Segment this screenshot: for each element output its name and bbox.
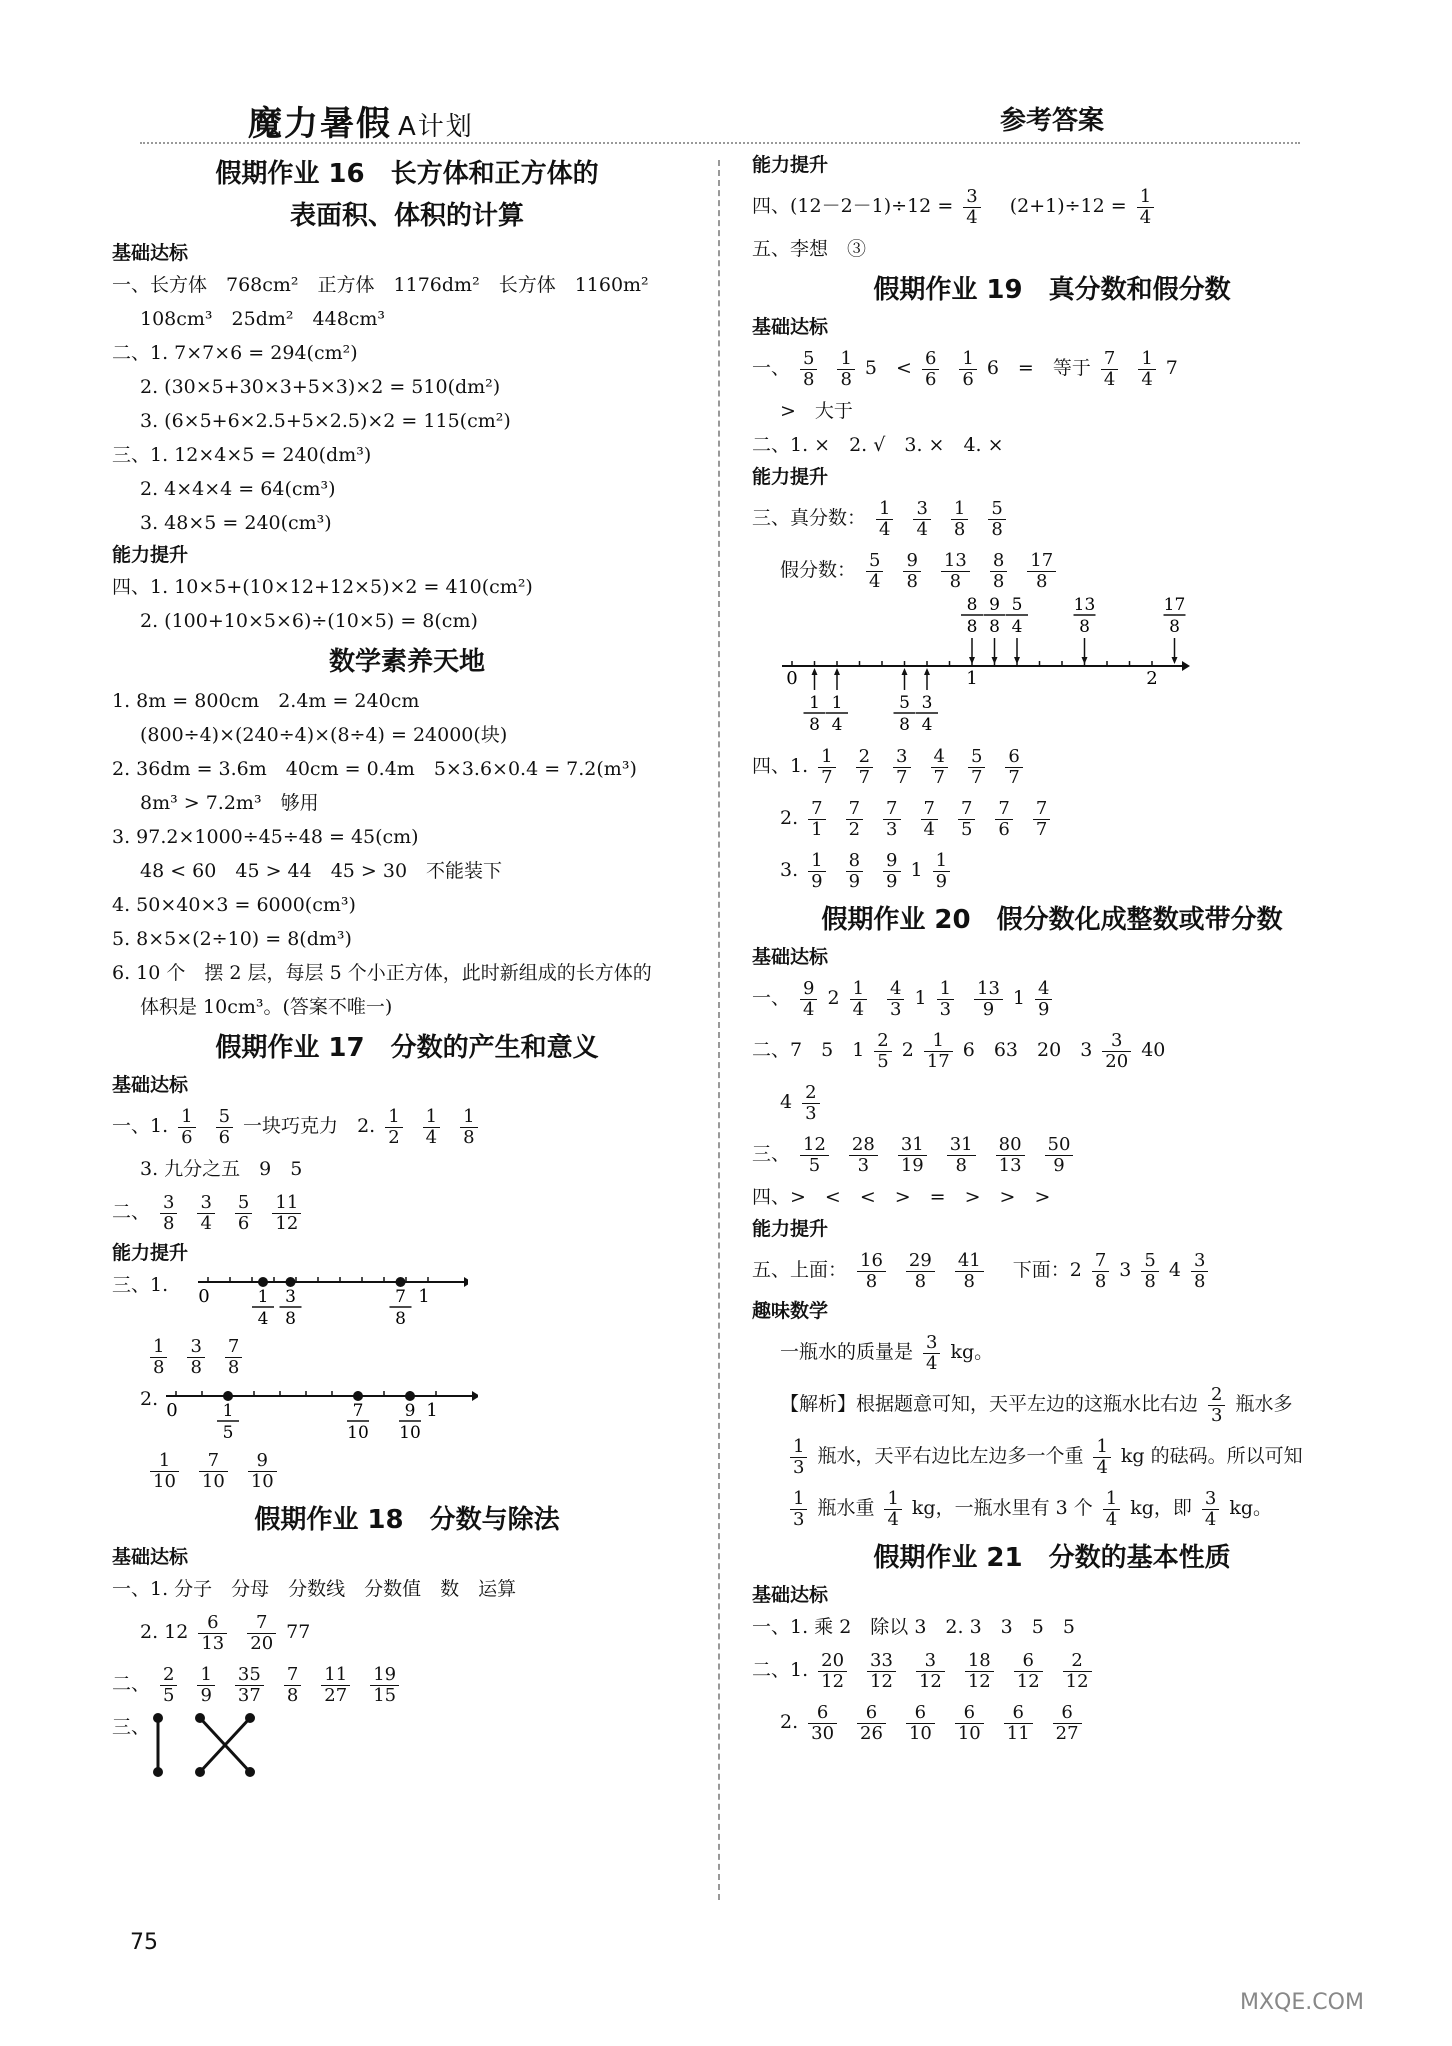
section-basic: 基础达标 <box>112 1074 189 1096</box>
fraction: $\frac{3}{8}$ <box>1191 1251 1208 1292</box>
fraction-row: 一、1. $\frac{1}{6}$ $\frac{5}{6}$ 一块巧克力 2. $\frac{1}{2}$ $\frac{1}{4}$ $\frac{1}{8}$ <box>112 1100 702 1152</box>
fraction: $\frac{4}{9}$ <box>1035 979 1052 1020</box>
point-marker <box>353 1391 363 1401</box>
fraction-row: 二、1. $\frac{20}{12}$ $\frac{33}{12}$ $\frac{3}{12}$ $\frac{18}{12}$ $\frac{6}{12}$ $\frac{2}{12}$ <box>752 1644 1352 1696</box>
arrow-head <box>902 668 908 675</box>
header-rule <box>140 142 1300 144</box>
fraction: $\frac{2}{3}$ <box>1208 1385 1225 1426</box>
fraction: $\frac{1}{3}$ <box>790 1489 807 1530</box>
numberline-label-numerator: 5 <box>1011 596 1023 615</box>
column-divider <box>718 160 720 1900</box>
fraction: $\frac{6}{11}$ <box>1004 1703 1033 1744</box>
answer-line: 108cm³ 25dm² 448cm³ <box>140 308 386 330</box>
fraction: $\frac{1}{6}$ <box>959 349 976 390</box>
fraction: $\frac{3}{7}$ <box>893 747 910 788</box>
numberline-label-numerator: 8 <box>966 596 978 615</box>
numberline-label-numerator: 3 <box>285 1287 297 1307</box>
title-hw16-line1: 假期作业 16 长方体和正方体的 <box>215 159 599 189</box>
answer-line: 一、1. 分子 分母 分数线 分数值 数 运算 <box>112 1578 517 1600</box>
fraction: $\frac{19}{15}$ <box>370 1665 399 1706</box>
tick-label: 2 <box>1146 668 1158 689</box>
fraction: $\frac{1}{2}$ <box>385 1107 402 1148</box>
fraction: $\frac{9}{4}$ <box>800 979 817 1020</box>
fraction: $\frac{3}{4}$ <box>963 187 980 228</box>
fraction: $\frac{7}{8}$ <box>225 1337 242 1378</box>
answer-line: 一、长方体 768cm² 正方体 1176dm² 长方体 1160m² <box>112 274 649 296</box>
fraction: $\frac{3}{4}$ <box>1202 1489 1219 1530</box>
fraction-row <box>112 1444 702 1496</box>
numberline-label-denominator: 8 <box>989 617 1000 637</box>
fraction: $\frac{9}{9}$ <box>883 851 900 892</box>
fraction-row: 二、7 5 1 $\frac{2}{5}$ 2 $\frac{1}{17}$ 6 63 20 3 $\frac{3}{20}$ 40 <box>752 1029 1166 1072</box>
numberline-label-denominator: 8 <box>1169 617 1180 637</box>
fraction: $\frac{2}{5}$ <box>160 1665 177 1706</box>
fraction: $\frac{7}{1}$ <box>808 799 825 840</box>
number-line <box>168 1268 468 1330</box>
fraction-row: 二、 $\frac{3}{8}$ $\frac{3}{4}$ $\frac{5}{6}$ $\frac{11}{12}$ <box>112 1186 702 1238</box>
fraction: $\frac{1}{10}$ <box>150 1451 179 1492</box>
section-ability: 能力提升 <box>112 1242 189 1264</box>
section-ability: 能力提升 <box>112 544 189 566</box>
fraction: $\frac{4}{7}$ <box>931 747 948 788</box>
right-column <box>752 150 1352 1748</box>
fraction: $\frac{7}{8}$ <box>284 1665 301 1706</box>
numberline-label-denominator: 8 <box>285 1309 297 1329</box>
section-basic: 基础达标 <box>112 1546 189 1568</box>
tick-label: 0 <box>166 1400 178 1421</box>
fraction: $\frac{13}{8}$ <box>941 551 970 592</box>
fraction: $\frac{41}{8}$ <box>955 1251 984 1292</box>
arrow-head <box>834 668 840 675</box>
fraction: $\frac{2}{5}$ <box>874 1031 891 1072</box>
fraction: $\frac{1}{17}$ <box>924 1031 953 1072</box>
section-basic: 基础达标 <box>752 316 829 338</box>
fraction: $\frac{7}{4}$ <box>921 799 938 840</box>
fraction-row <box>112 1330 702 1382</box>
answer-line: 2. 36dm = 3.6m 40cm = 0.4m 5×3.6×0.4 = 7.2(m³) <box>112 758 637 780</box>
fraction: $\frac{6}{6}$ <box>922 349 939 390</box>
fraction: $\frac{9}{8}$ <box>903 551 920 592</box>
tick-label: 1 <box>426 1400 438 1421</box>
fraction: $\frac{13}{9}$ <box>974 979 1003 1020</box>
title-hw16-line2: 表面积、体积的计算 <box>289 201 524 231</box>
answer-line: 6. 10 个 摆 2 层，每层 5 个小正方体，此时新组成的长方体的 <box>112 962 652 984</box>
fraction: $\frac{17}{8}$ <box>1027 551 1056 592</box>
fraction: $\frac{8}{9}$ <box>846 851 863 892</box>
fraction: $\frac{5}{4}$ <box>866 551 883 592</box>
explanation-line: $\frac{1}{3}$ 瓶水，天平右边比左边多一个重 $\frac{1}{4}$ kg 的砝码。所以可知 <box>752 1430 1352 1482</box>
fraction: $\frac{1}{8}$ <box>951 499 968 540</box>
numberline-label-denominator: 8 <box>899 715 910 735</box>
fraction: $\frac{1}{4}$ <box>1138 349 1155 390</box>
section-basic: 基础达标 <box>752 946 829 968</box>
fraction: $\frac{3}{4}$ <box>923 1333 940 1374</box>
answer-line: 四、1. 10×5+(10×12+12×5)×2 = 410(cm²) <box>112 576 533 598</box>
numberline-label-denominator: 4 <box>1011 617 1023 637</box>
fraction: $\frac{8}{8}$ <box>990 551 1007 592</box>
section-ability: 能力提升 <box>752 154 829 176</box>
answer-line: 五、李想 ③ <box>752 238 867 260</box>
fraction: $\frac{1}{8}$ <box>460 1107 477 1148</box>
section-basic: 基础达标 <box>112 242 189 264</box>
numberline-label-numerator: 7 <box>352 1401 364 1421</box>
fraction: $\frac{5}{7}$ <box>968 747 985 788</box>
numberline-label-denominator: 8 <box>1079 617 1090 637</box>
fraction-row: 一瓶水的质量是 $\frac{3}{4}$ kg。 <box>780 1331 994 1374</box>
arrow-head <box>969 657 975 664</box>
point-marker <box>286 1277 296 1287</box>
numberline-label-denominator: 10 <box>347 1423 369 1443</box>
fraction: $\frac{11}{27}$ <box>321 1665 350 1706</box>
arrow-head <box>1082 657 1088 664</box>
arrow-head <box>992 657 998 664</box>
fraction: $\frac{35}{37}$ <box>235 1665 264 1706</box>
fraction: $\frac{28}{3}$ <box>849 1135 878 1176</box>
fraction: $\frac{7}{4}$ <box>1101 349 1118 390</box>
fraction: $\frac{6}{13}$ <box>198 1613 227 1654</box>
answer-line: (800÷4)×(240÷4)×(8÷4) = 24000(块) <box>140 724 508 746</box>
answer-line: 3. 九分之五 9 5 <box>140 1158 303 1180</box>
arrow-head <box>812 668 818 675</box>
answer-line: 8m³ > 7.2m³ 够用 <box>140 792 319 814</box>
section-ability: 能力提升 <box>752 1218 829 1240</box>
fraction: $\frac{1}{9}$ <box>933 851 950 892</box>
fraction-row: 假分数： $\frac{5}{4}$ $\frac{9}{8}$ $\frac{13}{8}$ $\frac{8}{8}$ $\frac{17}{8}$ <box>752 544 1352 596</box>
fraction: $\frac{12}{5}$ <box>800 1135 829 1176</box>
fraction-row: 四、1. $\frac{1}{7}$ $\frac{2}{7}$ $\frac{3}{7}$ $\frac{4}{7}$ $\frac{5}{7}$ $\frac{6}{7}$ <box>752 740 1352 792</box>
fraction: $\frac{7}{3}$ <box>883 799 900 840</box>
numberline-label-numerator: 5 <box>899 693 910 713</box>
fraction: $\frac{6}{27}$ <box>1053 1703 1082 1744</box>
answer-line: 一、1. 乘 2 除以 3 2. 3 3 5 5 <box>752 1616 1075 1638</box>
fraction-row: 一、 $\frac{5}{8}$ $\frac{1}{8}$ 5 < $\frac{6}{6}$ $\frac{1}{6}$ 6 = 等于 $\frac{7}{4}$ $\frac{1}{4}$ 7 <box>752 347 1178 390</box>
fraction: $\frac{1}{9}$ <box>197 1665 214 1706</box>
fraction: $\frac{1}{4}$ <box>1093 1437 1110 1478</box>
answer-line: 3. 48×5 = 240(cm³) <box>140 512 332 534</box>
tick-label: 0 <box>786 668 798 689</box>
fraction: $\frac{80}{13}$ <box>996 1135 1025 1176</box>
left-column <box>112 150 702 1790</box>
fraction-row: 4 $\frac{2}{3}$ <box>752 1076 1352 1128</box>
matching-lines <box>150 1710 280 1780</box>
fraction: $\frac{20}{12}$ <box>818 1651 847 1692</box>
header-title: 参考答案 <box>1000 106 1105 136</box>
numberline-label-numerator: 13 <box>1073 596 1096 615</box>
fraction: $\frac{6}{12}$ <box>1014 1651 1043 1692</box>
fraction: $\frac{6}{30}$ <box>808 1703 837 1744</box>
numberline-label-denominator: 4 <box>257 1309 269 1329</box>
number-line <box>158 1382 478 1444</box>
fraction: $\frac{1}{3}$ <box>937 979 954 1020</box>
numberline-label-numerator: 9 <box>404 1401 416 1421</box>
fraction: $\frac{33}{12}$ <box>867 1651 896 1692</box>
fraction: $\frac{7}{2}$ <box>846 799 863 840</box>
fraction: $\frac{6}{10}$ <box>906 1703 935 1744</box>
title-hw17: 假期作业 17 分数的产生和意义 <box>215 1033 599 1063</box>
fraction: $\frac{50}{9}$ <box>1045 1135 1074 1176</box>
fraction: $\frac{7}{8}$ <box>1092 1251 1109 1292</box>
fraction: $\frac{3}{8}$ <box>160 1193 177 1234</box>
fraction: $\frac{1}{7}$ <box>818 747 835 788</box>
answer-line: 2. 4×4×4 = 64(cm³) <box>140 478 336 500</box>
fraction: $\frac{3}{20}$ <box>1102 1031 1131 1072</box>
fraction: $\frac{5}{8}$ <box>988 499 1005 540</box>
numberline-label-denominator: 5 <box>222 1423 234 1443</box>
fraction: $\frac{7}{5}$ <box>958 799 975 840</box>
fraction: $\frac{5}{6}$ <box>235 1193 252 1234</box>
fraction: $\frac{1}{3}$ <box>790 1437 807 1478</box>
numberline-label-numerator: 1 <box>257 1287 269 1307</box>
point-marker <box>223 1391 233 1401</box>
title-hw20: 假期作业 20 假分数化成整数或带分数 <box>821 905 1283 935</box>
answer-line: 二、1. 7×7×6 = 294(cm²) <box>112 342 358 364</box>
fraction: $\frac{5}{8}$ <box>800 349 817 390</box>
fraction-row: 四、(12－2－1)÷12 = $\frac{3}{4}$ (2+1)÷12 = $\frac{1}{4}$ <box>752 180 1352 232</box>
numberline-label-denominator: 8 <box>809 715 820 735</box>
numberline-label-numerator: 3 <box>921 693 933 713</box>
arrow-head <box>924 668 930 675</box>
page-number: 75 <box>130 1930 158 1955</box>
title-hw21: 假期作业 21 分数的基本性质 <box>873 1543 1231 1573</box>
section-ability: 能力提升 <box>752 466 829 488</box>
answer-line: 4. 50×40×3 = 6000(cm³) <box>112 894 356 916</box>
answer-line: 3. (6×5+6×2.5+5×2.5)×2 = 115(cm²) <box>140 410 511 432</box>
answer-line: 3. 97.2×1000÷45÷48 = 45(cm) <box>112 826 419 848</box>
fraction: $\frac{6}{26}$ <box>857 1703 886 1744</box>
fraction-row: 一、 $\frac{9}{4}$ 2 $\frac{1}{4}$ $\frac{4}{3}$ 1 $\frac{1}{3}$ $\frac{13}{9}$ 1 $\frac{4}{9}$ <box>752 972 1352 1024</box>
axis-arrow <box>1182 661 1190 671</box>
numberline-label-denominator: 4 <box>921 715 933 735</box>
fraction-row: 2. $\frac{6}{30}$ $\frac{6}{26}$ $\frac{6}{10}$ $\frac{6}{10}$ $\frac{6}{11}$ $\frac{6}{27}$ <box>752 1696 1352 1748</box>
fraction: $\frac{7}{10}$ <box>199 1451 228 1492</box>
fraction: $\frac{16}{8}$ <box>857 1251 886 1292</box>
fraction-row: 2. $\frac{7}{1}$ $\frac{7}{2}$ $\frac{7}{3}$ $\frac{7}{4}$ $\frac{7}{5}$ $\frac{7}{6}$ $\frac{7}{7}$ <box>752 792 1352 844</box>
fraction: $\frac{2}{12}$ <box>1063 1651 1092 1692</box>
fraction: $\frac{5}{6}$ <box>216 1107 233 1148</box>
answer-line: 2. (30×5+30×3+5×3)×2 = 510(dm²) <box>140 376 501 398</box>
answer-line: 二、1. × 2. √ 3. × 4. × <box>752 434 1004 456</box>
point-marker <box>405 1391 415 1401</box>
tick-label: 1 <box>966 668 978 689</box>
fraction: $\frac{11}{12}$ <box>272 1193 301 1234</box>
numberline-label-denominator: 8 <box>966 617 978 637</box>
fraction: $\frac{2}{3}$ <box>802 1083 819 1124</box>
point-marker <box>258 1277 268 1287</box>
fraction-row: 3. $\frac{1}{9}$ $\frac{8}{9}$ $\frac{9}{9}$ 1 $\frac{1}{9}$ <box>752 844 1352 896</box>
section-basic: 基础达标 <box>752 1584 829 1606</box>
numberline-label-numerator: 1 <box>831 693 843 713</box>
fraction: $\frac{1}{4}$ <box>423 1107 440 1148</box>
answer-line: 体积是 10cm³。(答案不唯一) <box>140 996 393 1018</box>
numberline-label-numerator: 1 <box>809 693 820 713</box>
fraction: $\frac{6}{7}$ <box>1005 747 1022 788</box>
fraction: $\frac{1}{8}$ <box>837 349 854 390</box>
fraction: $\frac{5}{8}$ <box>1141 1251 1158 1292</box>
answer-line: > 大于 <box>780 400 853 422</box>
point-marker <box>396 1277 406 1287</box>
numberline-label-denominator: 8 <box>395 1309 407 1329</box>
fraction: $\frac{4}{3}$ <box>887 979 904 1020</box>
explanation-line: 【解析】根据题意可知，天平左边的这瓶水比右边 $\frac{2}{3}$ 瓶水多 <box>780 1383 1293 1426</box>
fraction: $\frac{3}{4}$ <box>197 1193 214 1234</box>
numberline-label-numerator: 7 <box>395 1287 407 1307</box>
matching-row: 三、 <box>112 1710 702 1790</box>
fraction: $\frac{29}{8}$ <box>906 1251 935 1292</box>
fraction: $\frac{1}{4}$ <box>1137 187 1154 228</box>
fraction: $\frac{3}{8}$ <box>187 1337 204 1378</box>
title-math-literacy: 数学素养天地 <box>328 647 485 677</box>
fraction: $\frac{1}{4}$ <box>884 1489 901 1530</box>
numberline-label-numerator: 1 <box>222 1401 234 1421</box>
answer-line: 2. (100+10×5×6)÷(10×5) = 8(cm) <box>140 610 478 632</box>
fraction: $\frac{1}{6}$ <box>178 1107 195 1148</box>
numberline-label-numerator: 9 <box>989 596 1000 615</box>
axis-arrow <box>464 1277 468 1287</box>
answer-line: 1. 8m = 800cm 2.4m = 240cm <box>112 690 420 712</box>
fraction: $\frac{31}{19}$ <box>898 1135 927 1176</box>
arrow-head <box>1014 657 1020 664</box>
watermark: MXQE.COM <box>1240 1990 1364 2015</box>
fraction: $\frac{9}{10}$ <box>248 1451 277 1492</box>
fraction: $\frac{1}{9}$ <box>808 851 825 892</box>
fraction: $\frac{18}{12}$ <box>965 1651 994 1692</box>
fraction: $\frac{1}{8}$ <box>150 1337 167 1378</box>
number-line <box>752 596 1212 736</box>
brand-logo: 魔力暑假 A计划 <box>248 104 474 144</box>
fraction-row: 五、上面： $\frac{16}{8}$ $\frac{29}{8}$ $\frac{41}{8}$ 下面：2 $\frac{7}{8}$ 3 $\frac{5}{8}$ 4 $\frac{3}{8}$ <box>752 1244 1352 1296</box>
answer-line: 四、> < < > = > > > <box>752 1186 1051 1208</box>
axis-arrow <box>472 1391 478 1401</box>
numberline-label-denominator: 10 <box>399 1423 421 1443</box>
numberline-label-denominator: 4 <box>831 715 843 735</box>
answer-line: 5. 8×5×(2÷10) = 8(dm³) <box>112 928 352 950</box>
fraction: $\frac{7}{7}$ <box>1033 799 1050 840</box>
fraction-row: 2. 12 $\frac{6}{13}$ $\frac{7}{20}$ 77 <box>140 1611 311 1654</box>
fraction-row: 二、 $\frac{2}{5}$ $\frac{1}{9}$ $\frac{35}{37}$ $\frac{7}{8}$ $\frac{11}{27}$ $\frac{19}{15}$ <box>112 1658 702 1710</box>
fraction-row: 三、 $\frac{12}{5}$ $\frac{28}{3}$ $\frac{31}{19}$ $\frac{31}{8}$ $\frac{80}{13}$ $\frac{50}{9}$ <box>752 1128 1352 1180</box>
answer-line: 48 < 60 45 > 44 45 > 30 不能装下 <box>140 860 503 882</box>
fraction: $\frac{31}{8}$ <box>947 1135 976 1176</box>
tick-label: 0 <box>198 1286 210 1307</box>
title-hw18: 假期作业 18 分数与除法 <box>254 1505 560 1535</box>
fraction-row: 三、真分数： $\frac{1}{4}$ $\frac{3}{4}$ $\frac{1}{8}$ $\frac{5}{8}$ <box>752 492 1352 544</box>
fraction: $\frac{1}{4}$ <box>1103 1489 1120 1530</box>
fraction: $\frac{7}{6}$ <box>995 799 1012 840</box>
fraction: $\frac{1}{4}$ <box>876 499 893 540</box>
answer-line: 三、1. 12×4×5 = 240(dm³) <box>112 444 372 466</box>
fraction: $\frac{3}{4}$ <box>913 499 930 540</box>
fraction: $\frac{1}{4}$ <box>850 979 867 1020</box>
numberline-label-numerator: 17 <box>1163 596 1186 615</box>
explanation-line: $\frac{1}{3}$ 瓶水重 $\frac{1}{4}$ kg，一瓶水里有 3 个 $\frac{1}{4}$ kg，即 $\frac{3}{4}$ kg。 <box>752 1482 1352 1534</box>
title-hw19: 假期作业 19 真分数和假分数 <box>873 275 1231 305</box>
tick-label: 1 <box>418 1286 430 1307</box>
section-fun-math: 趣味数学 <box>752 1300 829 1322</box>
numberline-row: 2. 0 1 1 5 7 10 9 10 <box>112 1382 702 1444</box>
arrow-head <box>1172 657 1178 664</box>
fraction: $\frac{3}{12}$ <box>916 1651 945 1692</box>
fraction: $\frac{6}{10}$ <box>955 1703 984 1744</box>
numberline-row: 三、1. 0 1 1 4 3 8 7 8 <box>112 1268 702 1330</box>
fraction: $\frac{2}{7}$ <box>856 747 873 788</box>
fraction: $\frac{7}{20}$ <box>247 1613 276 1654</box>
